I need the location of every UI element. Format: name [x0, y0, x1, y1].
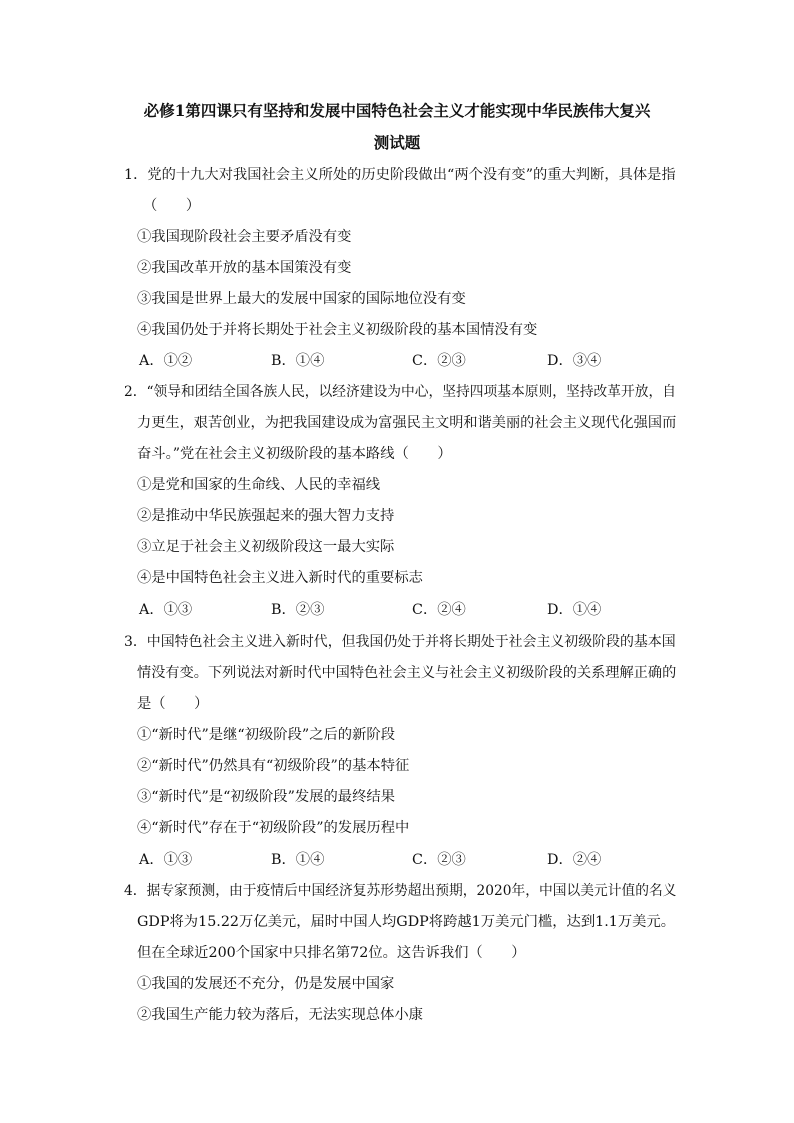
answer-option-d: D．③④: [547, 353, 602, 369]
question-item: ③“新时代”是“初级阶段”发展的最终结果: [137, 789, 395, 805]
answer-option-a: A．①②: [139, 353, 193, 369]
title-line-2: 测试题: [373, 133, 421, 152]
question-stem-line: 4．据专家预测，由于疫情后中国经济复苏形势超出预期，2020年，中国以美元计值的名义: [124, 883, 677, 899]
question-item: ①“新时代”是继“初级阶段”之后的新阶段: [137, 727, 395, 743]
question-item: ③我国是世界上最大的发展中国家的国际地位没有变: [137, 291, 466, 307]
question-stem-line: GDP将为15.22万亿美元，届时中国人均GDP将跨越1万美元门槛，达到1.1万美元。: [137, 914, 676, 930]
answer-option-d: D．②④: [547, 852, 602, 868]
question-stem-line: 情没有变。下列说法对新时代中国特色社会主义与社会主义初级阶段的关系理解正确的: [137, 665, 677, 681]
question-item: ③立足于社会主义初级阶段这一最大实际: [137, 539, 395, 555]
question-item: ④我国仍处于并将长期处于社会主义初级阶段的基本国情没有变: [137, 322, 538, 338]
question-item: ①我国的发展还不充分，仍是发展中国家: [137, 976, 395, 992]
question-stem-line: 奋斗。”党在社会主义初级阶段的基本路线（ ）: [137, 446, 452, 462]
question-item: ④是中国特色社会主义进入新时代的重要标志: [137, 570, 423, 586]
answer-option-c: C．②③: [412, 852, 466, 868]
question-item: ④“新时代”存在于“初级阶段”的发展历程中: [137, 820, 410, 836]
answer-option-c: C．②④: [412, 602, 466, 618]
answer-option-b: B．②③: [271, 602, 325, 618]
question-stem-line: （ ）: [143, 198, 201, 214]
question-stem-line: 3．中国特色社会主义进入新时代，但我国仍处于并将长期处于社会主义初级阶段的基本国: [124, 634, 676, 650]
question-stem-line: 力更生，艰苦创业，为把我国建设成为富强民主文明和谐美丽的社会主义现代化强国而: [137, 415, 677, 431]
question-item: ②我国生产能力较为落后，无法实现总体小康: [137, 1007, 423, 1023]
answer-option-a: A．①③: [139, 852, 193, 868]
answer-option-d: D．①④: [547, 602, 602, 618]
question-stem-line: 但在全球近200个国家中只排名第72位。这告诉我们（ ）: [137, 945, 526, 961]
question-stem-line: 1．党的十九大对我国社会主义所处的历史阶段做出“两个没有变”的重大判断，具体是指: [124, 167, 676, 183]
question-item: ②是推动中华民族强起来的强大智力支持: [137, 508, 395, 524]
question-stem-line: 2．“领导和团结全国各族人民，以经济建设为中心，坚持四项基本原则，坚持改革开放，自: [124, 384, 677, 400]
answer-option-b: B．①④: [271, 852, 325, 868]
answer-option-c: C．②③: [412, 353, 466, 369]
question-stem-line: 是（ ）: [137, 696, 209, 712]
question-item: ②“新时代”仍然具有“初级阶段”的基本特征: [137, 758, 410, 774]
answer-option-b: B．①④: [271, 353, 325, 369]
question-item: ②我国改革开放的基本国策没有变: [137, 260, 352, 276]
question-item: ①我国现阶段社会主要矛盾没有变: [137, 229, 352, 245]
title-line-1: 必修1第四课只有坚持和发展中国特色社会主义才能实现中华民族伟大复兴: [143, 101, 651, 120]
question-item: ①是党和国家的生命线、人民的幸福线: [137, 477, 381, 493]
answer-option-a: A．①③: [139, 602, 193, 618]
